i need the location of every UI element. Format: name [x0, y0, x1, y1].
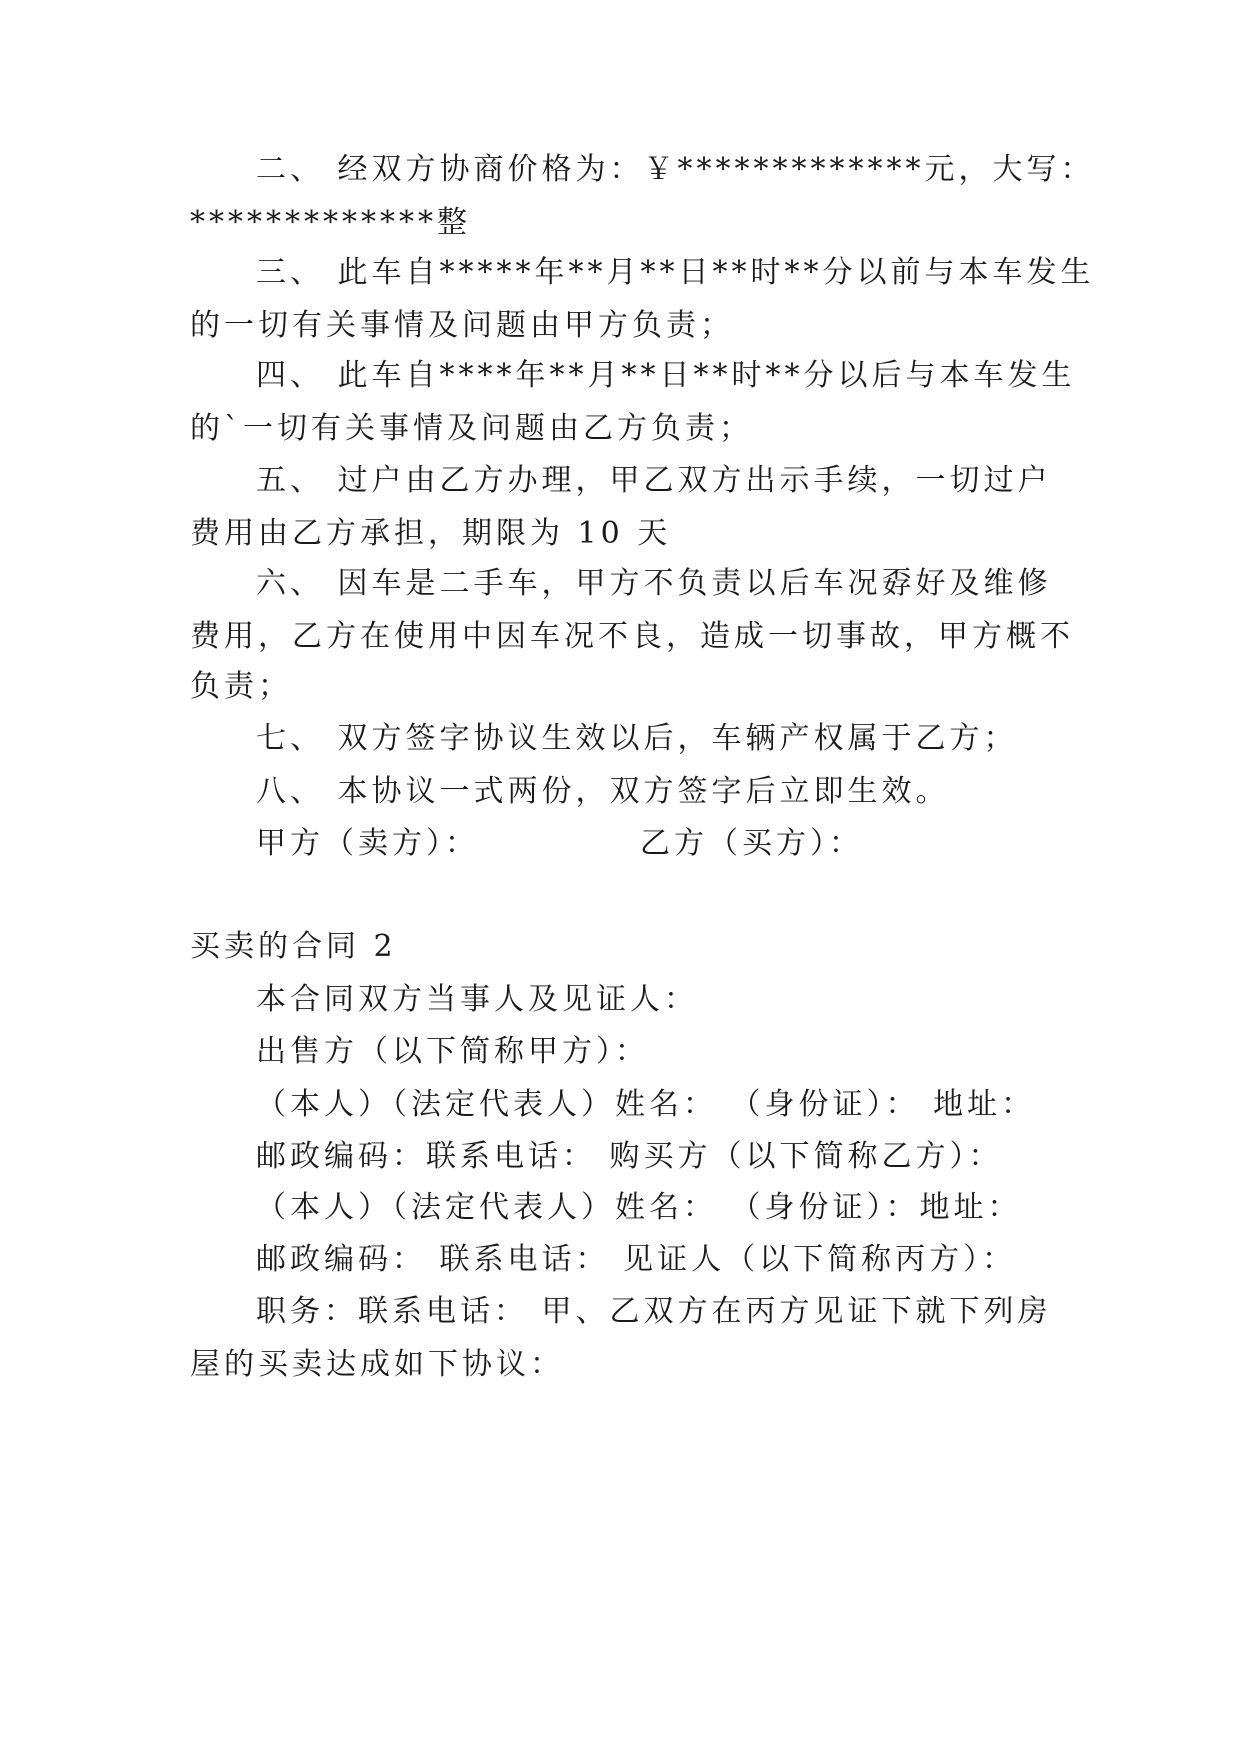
clause-6-line-2: 费用，乙方在使用中因车况不良，造成一切事故，甲方概不 — [190, 619, 1074, 654]
clause-3-line-1: 三、 此车自*****年**月**日**时**分以前与本车发生 — [256, 255, 1095, 290]
contract-2-line-2: 出售方（以下简称甲方）： — [256, 1034, 649, 1069]
clause-4-line-2: 的`一切有关事情及问题由乙方负责； — [190, 411, 753, 446]
clause-6-line-3: 负责； — [190, 669, 292, 704]
contract-2-line-5: （本人）（法定代表人）姓名： （身份证）：地址： — [256, 1190, 1022, 1225]
buyer-signature-label: 乙方（买方）： — [640, 826, 863, 861]
contract-2-line-6: 邮政编码： 联系电话： 见证人（以下简称丙方）： — [256, 1242, 1017, 1277]
contract-2-line-7: 职务：联系电话： 甲、乙双方在丙方见证下就下列房 — [256, 1294, 1052, 1329]
contract-2-line-1: 本合同双方当事人及见证人： — [256, 982, 698, 1017]
contract-2-line-4: 邮政编码：联系电话： 购买方（以下简称乙方）： — [256, 1139, 1003, 1174]
clause-2-line-2: *************整 — [190, 205, 471, 240]
clause-7: 七、 双方签字协议生效以后，车辆产权属于乙方； — [256, 721, 1018, 756]
clause-5-line-1: 五、 过户由乙方办理，甲乙双方出示手续，一切过户 — [256, 463, 1052, 498]
clause-5-line-2: 费用由乙方承担，期限为 10 天 — [190, 516, 672, 551]
clause-2-line-1: 二、 经双方协商价格为：￥*************元，大写： — [256, 152, 1095, 187]
contract-2-line-3: （本人）（法定代表人）姓名： （身份证）： 地址： — [256, 1087, 1036, 1122]
clause-4-line-1: 四、 此车自****年**月**日**时**分以后与本车发生 — [256, 358, 1076, 393]
seller-signature-label: 甲方（卖方）： — [256, 826, 479, 861]
clause-8: 八、 本协议一式两份，双方签字后立即生效。 — [256, 774, 950, 809]
contract-2-title: 买卖的合同 2 — [190, 929, 397, 964]
contract-2-line-8: 屋的买卖达成如下协议： — [190, 1347, 564, 1382]
clause-3-line-2: 的一切有关事情及问题由甲方负责； — [190, 308, 734, 343]
clause-6-line-1: 六、 因车是二手车，甲方不负责以后车况孬好及维修 — [256, 566, 1052, 601]
